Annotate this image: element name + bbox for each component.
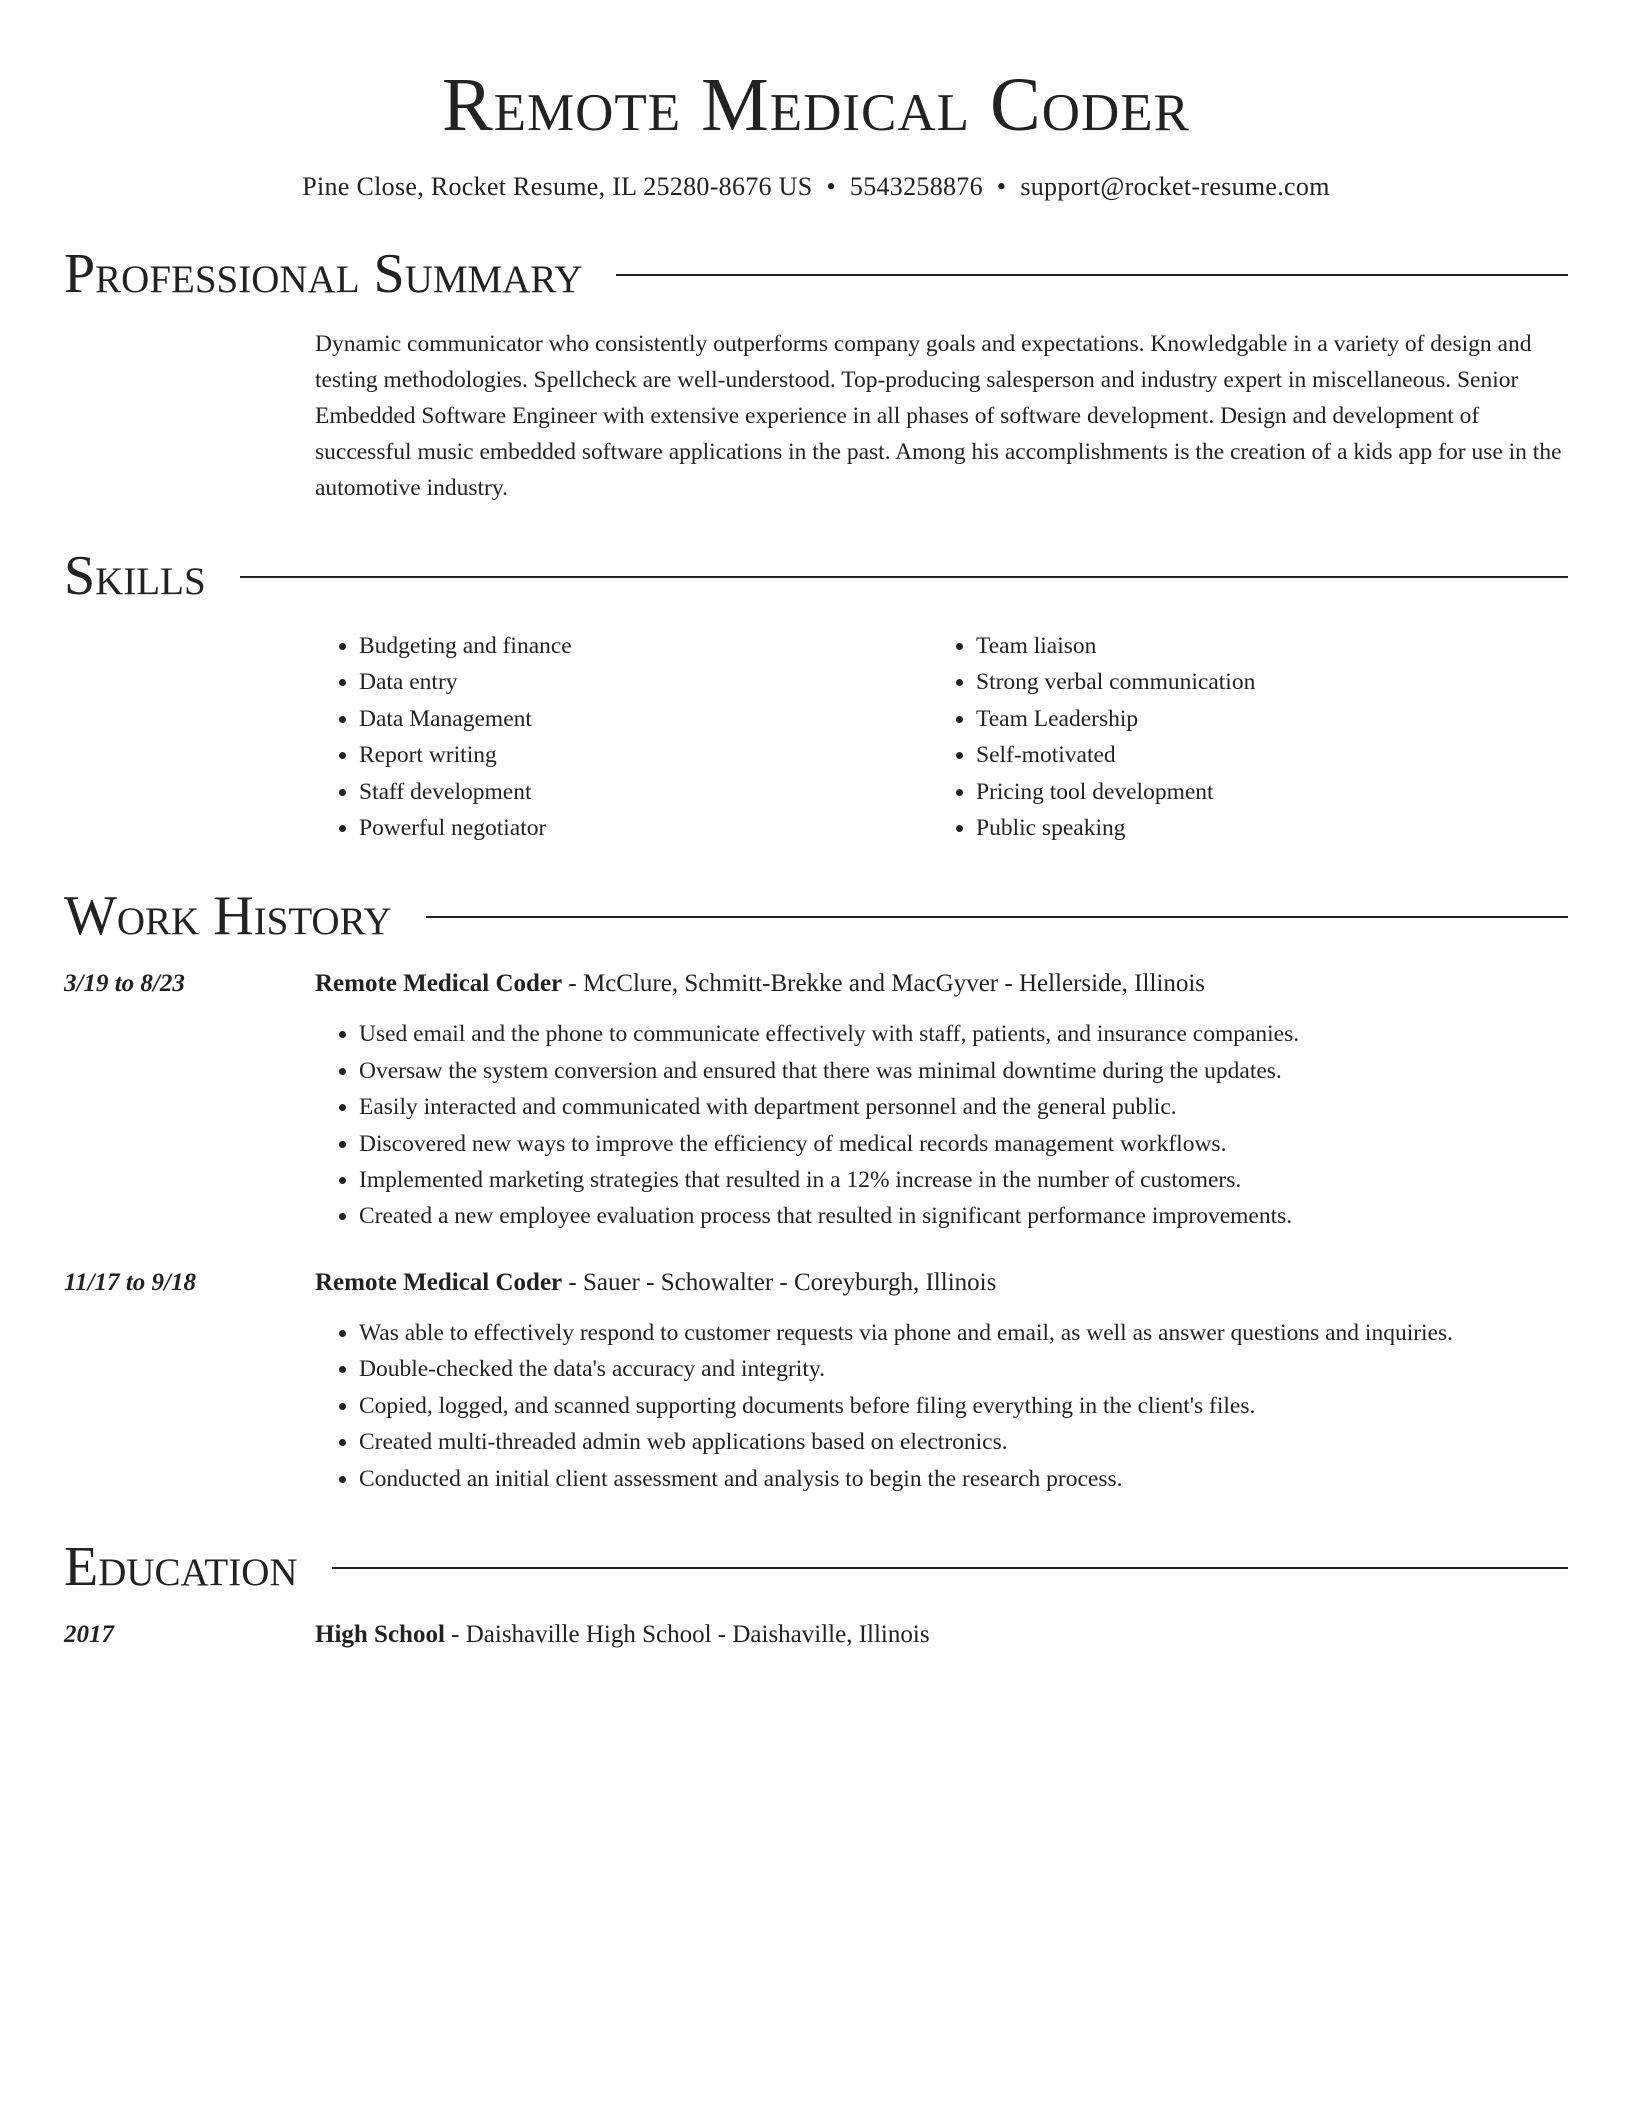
skill-item: • Pricing tool development <box>976 774 1549 810</box>
education-title-line <box>315 1617 930 1653</box>
skill-item: • Report writing <box>359 737 932 773</box>
summary-text: Dynamic communicator who consistently outperforms company goals and expectations. Knowledgable in a variety of design and testing methodologies. Spellcheck are well-understood. Top-producing salesperson and industry expert in miscellaneous. Senior Embedded Software Engineer with extensive experience in all phases of software development. Design and development of successful music embedded software applications in the past. Among his accomplishments is the creation of a kids app for use in the automotive industry. <box>315 331 1562 501</box>
job-title-line <box>315 1265 1568 1301</box>
duty-item: • Created multi-threaded admin web applications based on electronics. <box>359 1424 1568 1460</box>
section-divider <box>240 576 1568 578</box>
skill-item: • Team Leadership <box>976 701 1549 737</box>
duty-item: • Conducted an initial client assessment and analysis to begin the research process. <box>359 1461 1568 1497</box>
job-duties <box>315 1315 1568 1497</box>
skill-item: • Strong verbal communication <box>976 664 1549 700</box>
duty-item: • Oversaw the system conversion and ensured that there was minimal downtime during the updates. <box>359 1053 1568 1089</box>
skills-column-left <box>315 628 932 846</box>
contact-separator: • <box>826 172 836 201</box>
job-employer: - Sauer - Schowalter - Coreyburgh, Illinois <box>562 1268 997 1296</box>
education-degree: High School <box>315 1620 445 1648</box>
job-dates: 3/19 to 8/23 <box>64 970 185 998</box>
duty-item: • Double-checked the data's accuracy and integrity. <box>359 1351 1568 1387</box>
job-role: Remote Medical Coder <box>315 970 563 998</box>
skills-list <box>315 628 1568 846</box>
duty-item: • Implemented marketing strategies that resulted in a 12% increase in the number of customers. <box>359 1162 1568 1198</box>
education-section-header <box>64 1535 1568 1599</box>
contact-address: Pine Close, Rocket Resume, IL 25280-8676 US <box>302 172 813 201</box>
duty-item: • Easily interacted and communicated with department personnel and the general public. <box>359 1089 1568 1125</box>
contact-separator: • <box>996 172 1007 201</box>
job-title-line <box>315 966 1568 1002</box>
skill-item: • Data entry <box>359 664 932 700</box>
duty-item: • Was able to effectively respond to customer requests via phone and email, as well as answer questions and inquiries. <box>359 1315 1568 1351</box>
job-dates: 11/17 to 9/18 <box>64 1268 196 1296</box>
job-body <box>315 1265 1568 1497</box>
resume-page <box>64 0 1568 1653</box>
work-section-header <box>64 884 1568 948</box>
skill-item: • Self-motivated <box>976 737 1549 773</box>
contact-phone: 5543258876 <box>849 172 983 201</box>
section-divider <box>616 274 1568 276</box>
duty-item: • Copied, logged, and scanned supporting documents before filing everything in the client's files. <box>359 1388 1568 1424</box>
section-divider <box>332 1567 1568 1569</box>
contact-line <box>64 170 1568 204</box>
duty-item: • Used email and the phone to communicate effectively with staff, patients, and insurance companies. <box>359 1016 1568 1052</box>
education-entry <box>64 1617 1568 1653</box>
work-heading: Work History <box>64 885 392 948</box>
job-employer: - McClure, Schmitt-Brekke and MacGyver - Hellerside, Illinois <box>562 970 1206 998</box>
duty-item: • Discovered new ways to improve the efficiency of medical records management workflows. <box>359 1126 1568 1162</box>
summary-heading: Professional Summary <box>64 243 583 305</box>
skill-item: • Powerful negotiator <box>359 810 932 846</box>
candidate-name: Remote Medical Coder <box>441 63 1191 147</box>
skills-heading: Skills <box>64 545 206 607</box>
skill-item: • Staff development <box>359 774 932 810</box>
section-divider <box>426 916 1568 918</box>
duty-item: • Created a new employee evaluation process that resulted in significant performance improvements. <box>359 1198 1568 1234</box>
skill-item: • Public speaking <box>976 810 1549 846</box>
skill-item: • Budgeting and finance <box>359 628 932 664</box>
job-duties <box>315 1016 1568 1234</box>
job-entry <box>64 966 1568 1234</box>
skills-section-header <box>64 544 1568 608</box>
skill-item: • Data Management <box>359 701 932 737</box>
education-heading: Education <box>64 1535 298 1598</box>
contact-email: support@rocket-resume.com <box>1020 172 1330 201</box>
job-body <box>315 966 1568 1234</box>
education-year: 2017 <box>64 1620 114 1648</box>
job-role: Remote Medical Coder <box>315 1268 563 1296</box>
job-entry <box>64 1265 1568 1497</box>
summary-section-header <box>64 242 1568 306</box>
skill-item: • Team liaison <box>976 628 1549 664</box>
education-school: - Daishaville High School - Daishaville, Illinois <box>444 1620 930 1648</box>
skills-column-right <box>932 628 1549 846</box>
